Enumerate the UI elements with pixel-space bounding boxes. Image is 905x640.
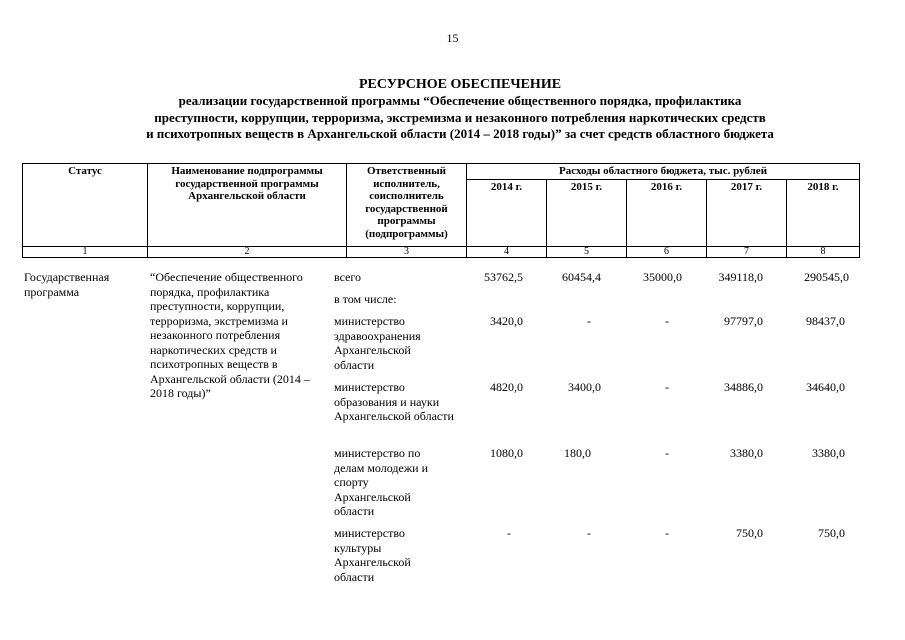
executor-culture-ministry: министерство культуры Архангельской области xyxy=(334,526,411,584)
column-number: 4 xyxy=(467,246,547,257)
title-line-3: преступности, коррупции, терроризма, экстремизма и незаконного потребления наркотических средств xyxy=(154,109,766,125)
value-cell: 3380,0 xyxy=(812,446,845,460)
title-line-1: РЕСУРСНОЕ ОБЕСПЕЧЕНИЕ xyxy=(358,77,562,92)
header-year: 2016 г. xyxy=(627,179,707,246)
value-cell: 34640,0 xyxy=(806,380,845,394)
column-number: 8 xyxy=(787,246,860,257)
header-year: 2015 г. xyxy=(547,179,627,246)
header-year: 2017 г. xyxy=(707,179,787,246)
value-cell: 4820,0 xyxy=(490,380,523,394)
value-cell: 3400,0 xyxy=(568,380,601,394)
value-cell: 98437,0 xyxy=(806,314,845,328)
value-cell: - xyxy=(665,446,669,460)
value-cell: 3380,0 xyxy=(730,446,763,460)
value-cell: 349118,0 xyxy=(718,270,763,284)
page-number: 15 xyxy=(446,31,459,45)
value-cell: 290545,0 xyxy=(804,270,849,284)
value-cell: - xyxy=(587,314,591,328)
program-status: Государственная программа xyxy=(24,270,110,299)
header-name: Наименование подпрограммы государственной программы Архангельской области xyxy=(148,164,347,247)
document-title xyxy=(20,76,900,143)
program-name: “Обеспечение общественного порядка, профилактика преступности, коррупции, терроризма, экстремизма и незаконного потребления наркотических средств и психотропных веществ в Архангельской области (2014 – 2018 годы)” xyxy=(150,270,310,400)
column-number: 2 xyxy=(148,246,347,257)
executor-health-ministry: министерство здравоохранения Архангельской области xyxy=(334,314,421,372)
header-expenses: Расходы областного бюджета, тыс. рублей xyxy=(467,164,860,180)
resource-table-header xyxy=(22,163,860,258)
value-cell: 35000,0 xyxy=(643,270,682,284)
value-cell: 750,0 xyxy=(818,526,845,540)
header-status: Статус xyxy=(23,164,148,247)
column-number: 7 xyxy=(707,246,787,257)
header-year: 2014 г. xyxy=(467,179,547,246)
value-cell: 180,0 xyxy=(564,446,591,460)
value-cell: - xyxy=(507,526,511,540)
column-number: 6 xyxy=(627,246,707,257)
value-cell: 34886,0 xyxy=(724,380,763,394)
value-cell: - xyxy=(665,526,669,540)
column-number: 3 xyxy=(347,246,467,257)
executor-including: в том числе: xyxy=(334,292,397,306)
value-cell: - xyxy=(665,380,669,394)
executor-youth-sport-ministry: министерство по делам молодежи и спорту Архангельской области xyxy=(334,446,428,518)
value-cell: - xyxy=(587,526,591,540)
value-cell: - xyxy=(665,314,669,328)
header-year: 2018 г. xyxy=(787,179,860,246)
value-cell: 3420,0 xyxy=(490,314,523,328)
executor-total: всего xyxy=(334,270,362,284)
column-number: 5 xyxy=(547,246,627,257)
value-cell: 60454,4 xyxy=(562,270,601,284)
executor-education-ministry: министерство образования и науки Архангельской области xyxy=(334,380,454,423)
value-cell: 97797,0 xyxy=(724,314,763,328)
header-executor: Ответственный исполнитель, соисполнитель государственной программы (подпрограммы) xyxy=(347,164,467,247)
title-line-4: и психотропных веществ в Архангельской области (2014 – 2018 годы)” за счет средств областного бюджета xyxy=(146,126,774,141)
value-cell: 750,0 xyxy=(736,526,763,540)
title-line-2: реализации государственной программы “Обеспечение общественного порядка, профилактика xyxy=(178,93,742,108)
value-cell: 1080,0 xyxy=(490,446,523,460)
column-number: 1 xyxy=(23,246,148,257)
value-cell: 53762,5 xyxy=(484,270,523,284)
